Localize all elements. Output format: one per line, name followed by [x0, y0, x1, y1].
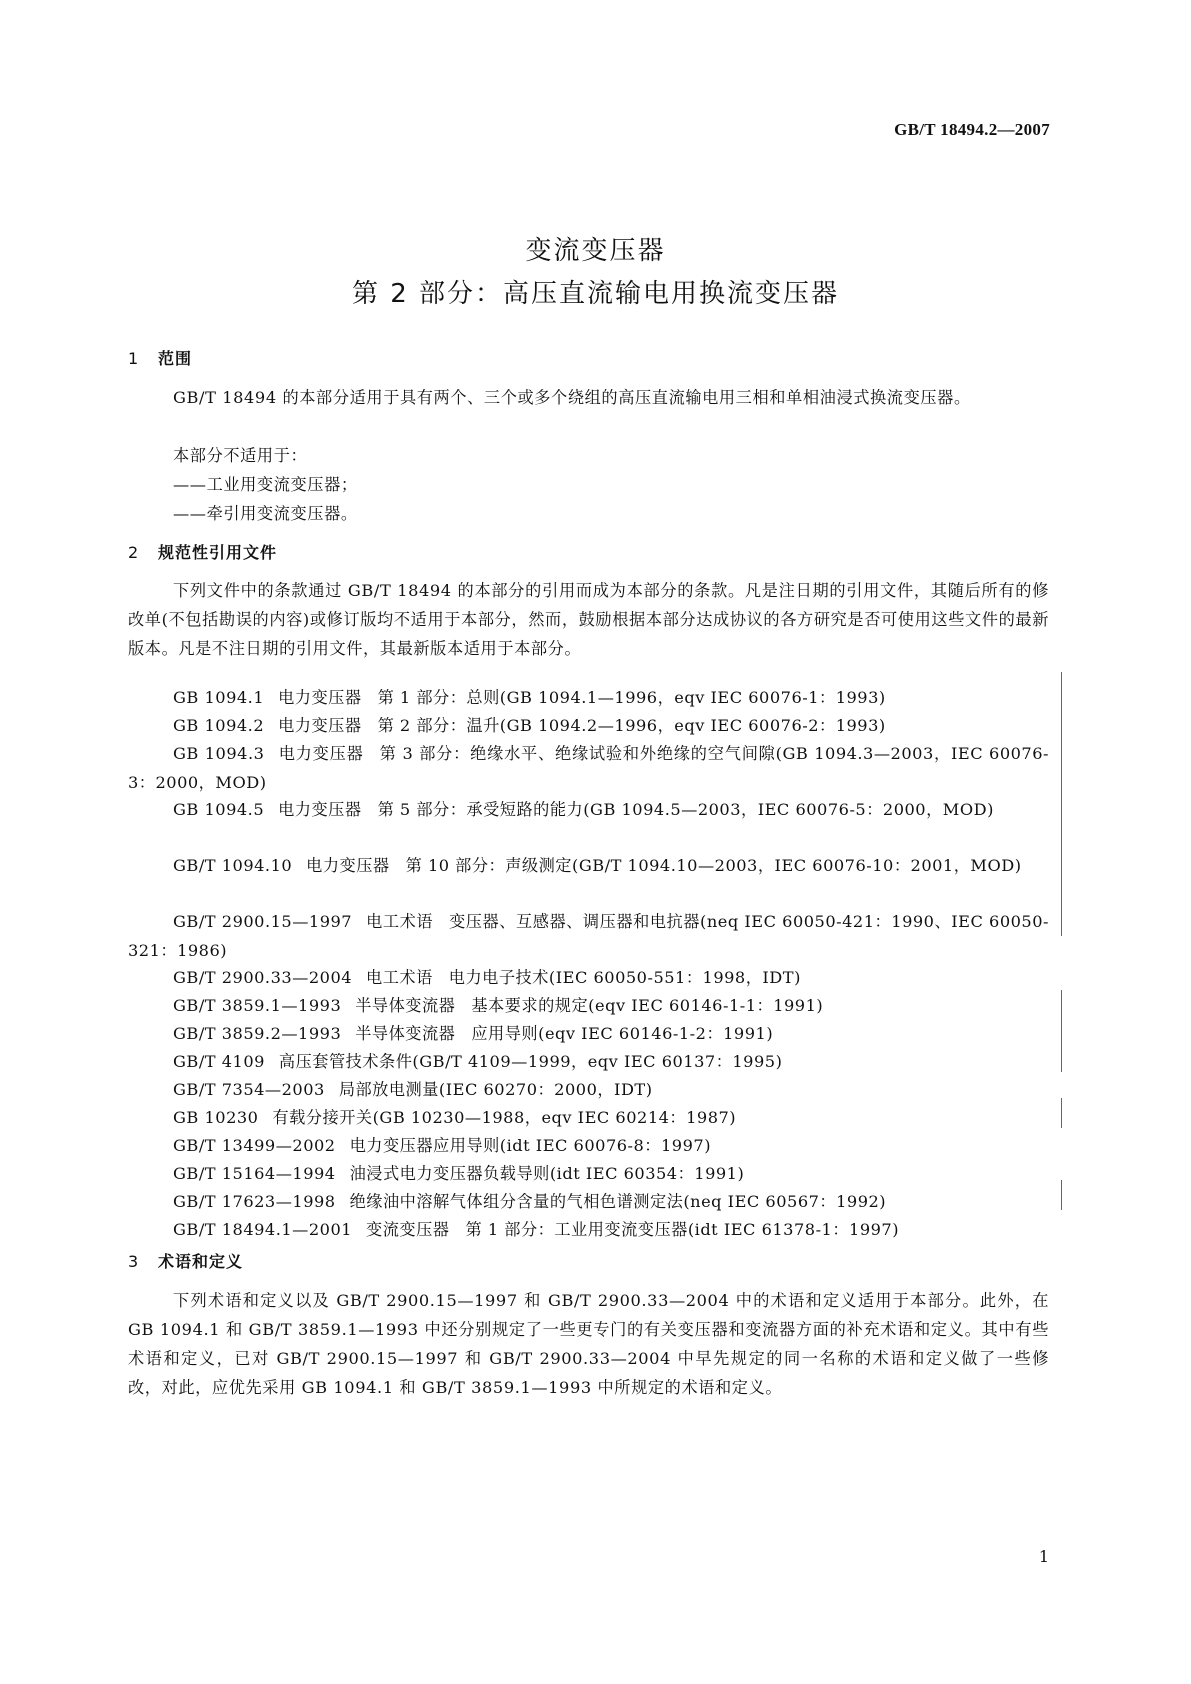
section-title: 规范性引用文件: [158, 543, 278, 562]
reference-code: GB/T 15164—1994: [173, 1164, 336, 1183]
change-bar: [1061, 1180, 1062, 1210]
reference-detail: 第 2 部分：温升(GB 1094.2—1996，eqv IEC 60076-2：1993): [377, 716, 886, 735]
reference-entry: [128, 1047, 1049, 1076]
reference-entry: [128, 1103, 1049, 1132]
section-2-paragraph: 下列文件中的条款通过 GB/T 18494 的本部分的引用而成为本部分的条款。凡是注日期的引用文件，其随后所有的修改单(不包括勘误的内容)或修订版均不适用于本部分，然而，鼓励根据本部分达成协议的各方研究是否可使用这些文件的最新版本。凡是不注日期的引用文件，其最新版本适用于本部分。: [128, 581, 1049, 658]
reference-detail: 第 1 部分：工业用变流变压器(idt IEC 61378-1：1997): [465, 1220, 900, 1239]
reference-code: GB/T 18494.1—2001: [173, 1220, 353, 1239]
reference-name: 高压套管技术条件(GB/T 4109—1999，eqv IEC 60137：1995): [278, 1052, 783, 1071]
reference-name: 电力变压器: [278, 744, 364, 763]
document-subtitle: 第 2 部分：高压直流输电用换流变压器: [351, 279, 840, 309]
reference-detail: 变压器、互感器、调压器和电抗器(neq IEC 60050-421：1990、IEC 60050-321：1986): [128, 912, 1050, 960]
section-1-exclusion: 本部分不适用于：: [173, 446, 308, 465]
section-number: 2: [128, 543, 140, 562]
section-3-paragraph: 下列术语和定义以及 GB/T 2900.15—1997 和 GB/T 2900.33—2004 中的术语和定义适用于本部分。此外，在 GB 1094.1 和 GB/T 3859.1—1993 中还分别规定了一些更专门的有关变压器和变流器方面的补充术语和定义。其中有些术语和定义，已对 GB/T 2900.15—1997 和 GB/T 2900.33—2004 中早先规定的同一名称的术语和定义做了一些修改，对此，应优先采用 GB 1094.1 和 GB/T 3859.1—1993 中所规定的术语和定义。: [128, 1291, 1049, 1397]
reference-code: GB 1094.2: [173, 716, 265, 735]
reference-code: GB 1094.3: [173, 744, 265, 763]
section-title: 术语和定义: [158, 1252, 244, 1271]
reference-detail: 应用导则(eqv IEC 60146-1-2：1991): [471, 1024, 774, 1043]
list-item: ——牵引用变流变压器。: [173, 504, 358, 523]
reference-name: 电工术语: [366, 968, 433, 987]
reference-entry: [128, 1159, 1049, 1188]
section-number: 3: [128, 1252, 140, 1271]
reference-name: 油浸式电力变压器负载导则(idt IEC 60354：1991): [349, 1164, 745, 1183]
reference-code: GB/T 7354—2003: [173, 1080, 325, 1099]
reference-entry: [128, 1187, 1049, 1216]
reference-entry: [128, 1131, 1049, 1160]
document-title: 变流变压器: [525, 236, 666, 266]
reference-name: 半导体变流器: [355, 996, 456, 1015]
reference-name: 半导体变流器: [355, 1024, 456, 1043]
change-bar: [1061, 990, 1062, 1072]
reference-name: 绝缘油中溶解气体组分含量的气相色谱测定法(neq IEC 60567：1992): [349, 1192, 887, 1211]
reference-name: 电力变压器: [306, 856, 390, 875]
page-number: 1: [1038, 1547, 1049, 1566]
section-1-heading: [128, 346, 192, 369]
reference-code: GB/T 2900.15—1997: [173, 912, 353, 931]
reference-code: GB/T 17623—1998: [173, 1192, 336, 1211]
reference-name: 有载分接开关(GB 10230—1988，eqv IEC 60214：1987): [272, 1108, 737, 1127]
reference-code: GB/T 4109: [173, 1052, 265, 1071]
reference-code: GB/T 1094.10: [173, 856, 293, 875]
section-title: 范围: [158, 349, 193, 368]
reference-detail: 第 10 部分：声级测定(GB/T 1094.10—2003，IEC 60076-10：2001，MOD): [405, 856, 1022, 875]
reference-name: 变流变压器: [366, 1220, 450, 1239]
section-1-paragraph: GB/T 18494 的本部分适用于具有两个、三个或多个绕组的高压直流输电用三相和单相油浸式换流变压器。: [173, 388, 971, 407]
reference-detail: 第 5 部分：承受短路的能力(GB 1094.5—2003，IEC 60076-5：2000，MOD): [377, 800, 994, 819]
reference-entry: [128, 907, 1049, 965]
reference-detail: 第 3 部分：绝缘水平、绝缘试验和外绝缘的空气间隙(GB 1094.3—2003，IEC 60076-3：2000，MOD): [128, 744, 1049, 792]
section-3-heading: [128, 1249, 243, 1272]
reference-entry: [128, 683, 1049, 712]
reference-entry: [128, 1075, 1049, 1104]
reference-code: GB 1094.5: [173, 800, 265, 819]
reference-entry: [128, 711, 1049, 740]
change-bar: [1061, 1098, 1062, 1128]
reference-name: 电力变压器: [278, 688, 362, 707]
reference-entry: [128, 739, 1049, 797]
reference-name: 电工术语: [366, 912, 434, 931]
reference-entry: [128, 963, 1049, 992]
reference-code: GB/T 13499—2002: [173, 1136, 336, 1155]
reference-entry: [128, 851, 1049, 880]
reference-entry: [128, 795, 1049, 824]
reference-entry: [128, 991, 1049, 1020]
list-item: ——工业用变流变压器；: [173, 475, 358, 494]
reference-detail: 电力电子技术(IEC 60050-551：1998，IDT): [448, 968, 801, 987]
reference-code: GB/T 3859.2—1993: [173, 1024, 342, 1043]
reference-code: GB 10230: [173, 1108, 259, 1127]
reference-name: 电力变压器: [278, 800, 362, 819]
reference-name: 电力变压器: [278, 716, 362, 735]
reference-detail: 第 1 部分：总则(GB 1094.1—1996，eqv IEC 60076-1：1993): [377, 688, 886, 707]
reference-entry: [128, 1019, 1049, 1048]
reference-detail: 基本要求的规定(eqv IEC 60146-1-1：1991): [471, 996, 824, 1015]
reference-name: 局部放电测量(IEC 60270：2000，IDT): [338, 1080, 653, 1099]
reference-entry: [128, 1215, 1049, 1244]
reference-code: GB 1094.1: [173, 688, 265, 707]
section-number: 1: [128, 349, 140, 368]
reference-code: GB/T 2900.33—2004: [173, 968, 353, 987]
reference-code: GB/T 3859.1—1993: [173, 996, 342, 1015]
reference-name: 电力变压器应用导则(idt IEC 60076-8：1997): [349, 1136, 712, 1155]
section-2-heading: [128, 540, 277, 563]
standard-code: GB/T 18494.2—2007: [894, 120, 1050, 139]
change-bar: [1061, 672, 1062, 936]
